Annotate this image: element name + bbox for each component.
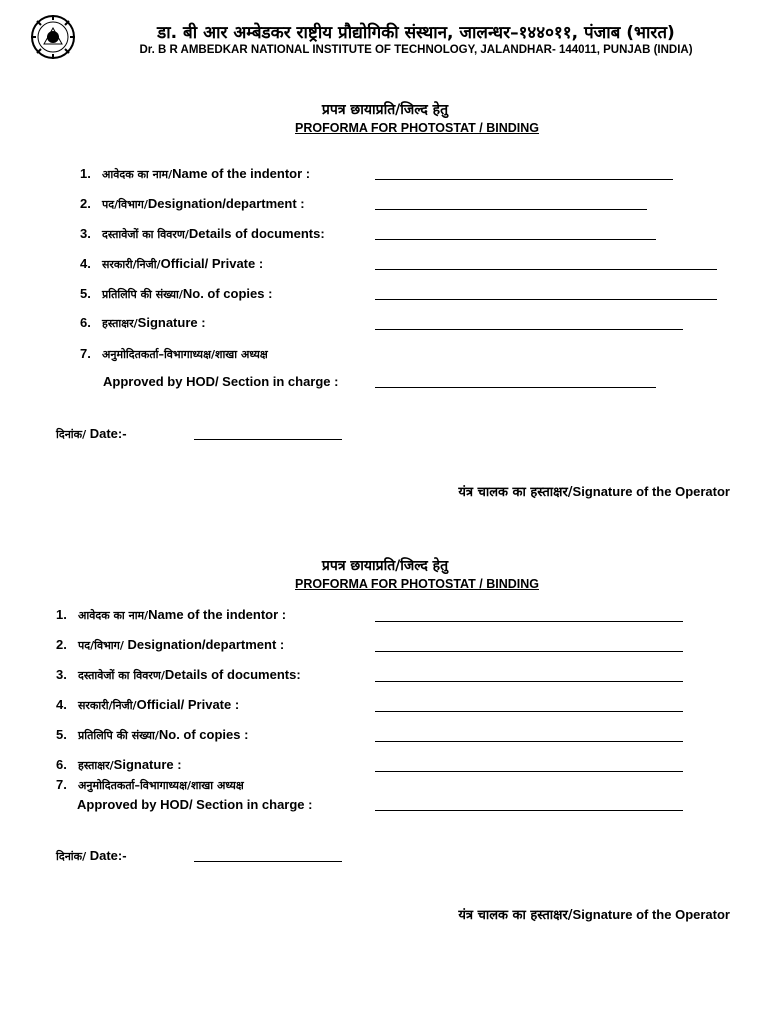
field-label-english: Designation/department : xyxy=(123,637,285,652)
field-indentor-name xyxy=(56,607,286,623)
field-number: 7. xyxy=(80,346,91,361)
field-label-hindi: पद/विभाग/ xyxy=(102,198,148,211)
operator-label-english: Signature of the Operator xyxy=(572,484,730,499)
operator-label-english: Signature of the Operator xyxy=(572,907,730,922)
field-documents xyxy=(56,667,301,683)
field-number: 2. xyxy=(80,196,91,211)
date-line[interactable] xyxy=(194,439,342,440)
field-number: 5. xyxy=(56,727,67,742)
field-label-english: Signature : xyxy=(113,757,182,772)
operator-label-hindi: यंत्र चालक का हस्ताक्षर/ xyxy=(458,908,573,923)
copies-line[interactable] xyxy=(375,741,683,742)
signature-line[interactable] xyxy=(375,771,683,772)
approved-by-label: Approved by HOD/ Section in charge : xyxy=(103,374,339,389)
field-label-english: Details of documents: xyxy=(164,667,301,682)
field-designation xyxy=(80,196,305,212)
field-number: 7. xyxy=(56,777,67,792)
approved-by-line[interactable] xyxy=(375,387,656,388)
field-number: 5. xyxy=(80,286,91,301)
documents-line[interactable] xyxy=(375,681,683,682)
form-title-hindi: प्रपत्र छायाप्रति/जिल्द हेतु xyxy=(321,558,449,574)
field-copies xyxy=(56,727,248,743)
date-label xyxy=(56,426,127,442)
form-title-english: PROFORMA FOR PHOTOSTAT / BINDING xyxy=(295,121,539,135)
designation-line[interactable] xyxy=(375,651,683,652)
field-number: 6. xyxy=(80,315,91,330)
field-label-hindi: सरकारी/निजी/ xyxy=(78,699,137,712)
field-label-english: Official/ Private : xyxy=(136,697,240,712)
field-label-hindi: प्रतिलिपि की संख्या/ xyxy=(78,729,159,742)
field-label-hindi: पद/विभाग/ xyxy=(78,639,124,652)
signature-line[interactable] xyxy=(375,329,683,330)
institute-name-english: Dr. B R AMBEDKAR NATIONAL INSTITUTE OF TECHNOLOGY, JALANDHAR- 144011, PUNJAB (INDIA) xyxy=(139,44,693,56)
field-label-english: Details of documents: xyxy=(188,226,325,241)
field-label-english: Name of the indentor : xyxy=(148,607,287,622)
field-number: 1. xyxy=(56,607,67,622)
date-line[interactable] xyxy=(194,861,342,862)
date-label-english: Date:- xyxy=(86,848,127,863)
operator-signature-label xyxy=(458,482,730,500)
field-label-english: Designation/department : xyxy=(147,196,305,211)
proforma-form-1 xyxy=(0,96,770,516)
official-private-line[interactable] xyxy=(375,711,683,712)
designation-line[interactable] xyxy=(375,209,647,210)
field-number: 3. xyxy=(80,226,91,241)
field-signature xyxy=(80,315,206,331)
official-private-line[interactable] xyxy=(375,269,717,270)
field-approver xyxy=(80,346,268,362)
date-label-hindi: दिनांक/ xyxy=(56,428,87,441)
field-documents xyxy=(80,226,325,242)
approved-by-label: Approved by HOD/ Section in charge : xyxy=(77,797,313,812)
field-designation xyxy=(56,637,284,653)
field-label-hindi: दस्तावेजों का विवरण/ xyxy=(78,669,165,682)
field-label-hindi: सरकारी/निजी/ xyxy=(102,258,161,271)
copies-line[interactable] xyxy=(375,299,717,300)
field-label-hindi: अनुमोदितकर्ता–विभागाध्यक्ष/शाखा अध्यक्ष xyxy=(102,348,268,361)
institute-logo xyxy=(30,14,76,60)
institute-name-hindi: डा. बी आर अम्बेडकर राष्ट्रीय प्रौद्योगिकी संस्थान, जालन्धर–१४४०११, पंजाब (भारत) xyxy=(157,23,675,43)
field-number: 6. xyxy=(56,757,67,772)
field-label-hindi: आवेदक का नाम/ xyxy=(78,609,149,622)
field-label-english: No. of copies : xyxy=(158,727,249,742)
field-number: 4. xyxy=(56,697,67,712)
indentor-name-line[interactable] xyxy=(375,179,673,180)
operator-label-hindi: यंत्र चालक का हस्ताक्षर/ xyxy=(458,485,573,500)
field-approver xyxy=(56,777,244,793)
date-label-hindi: दिनांक/ xyxy=(56,850,87,863)
field-label-hindi: अनुमोदितकर्ता–विभागाध्यक्ष/शाखा अध्यक्ष xyxy=(78,779,244,792)
field-label-hindi: आवेदक का नाम/ xyxy=(102,168,173,181)
indentor-name-line[interactable] xyxy=(375,621,683,622)
date-label xyxy=(56,848,127,864)
form-title-hindi: प्रपत्र छायाप्रति/जिल्द हेतु xyxy=(321,102,449,118)
approved-by-line[interactable] xyxy=(375,810,683,811)
field-label-english: Name of the indentor : xyxy=(172,166,311,181)
field-copies xyxy=(80,286,272,302)
field-label-english: No. of copies : xyxy=(182,286,273,301)
field-official-private xyxy=(80,256,263,272)
field-signature xyxy=(56,757,182,773)
field-label-english: Official/ Private : xyxy=(160,256,264,271)
field-number: 3. xyxy=(56,667,67,682)
field-number: 1. xyxy=(80,166,91,181)
documents-line[interactable] xyxy=(375,239,656,240)
field-label-hindi: प्रतिलिपि की संख्या/ xyxy=(102,288,183,301)
form-title-english: PROFORMA FOR PHOTOSTAT / BINDING xyxy=(295,577,539,591)
field-indentor-name xyxy=(80,166,310,182)
field-label-english: Signature : xyxy=(137,315,206,330)
field-number: 4. xyxy=(80,256,91,271)
field-label-hindi: हस्ताक्षर/ xyxy=(102,317,138,330)
field-label-hindi: हस्ताक्षर/ xyxy=(78,759,114,772)
field-number: 2. xyxy=(56,637,67,652)
operator-signature-label xyxy=(458,905,730,923)
field-official-private xyxy=(56,697,239,713)
field-label-hindi: दस्तावेजों का विवरण/ xyxy=(102,228,189,241)
proforma-form-2 xyxy=(0,552,770,972)
date-label-english: Date:- xyxy=(86,426,127,441)
